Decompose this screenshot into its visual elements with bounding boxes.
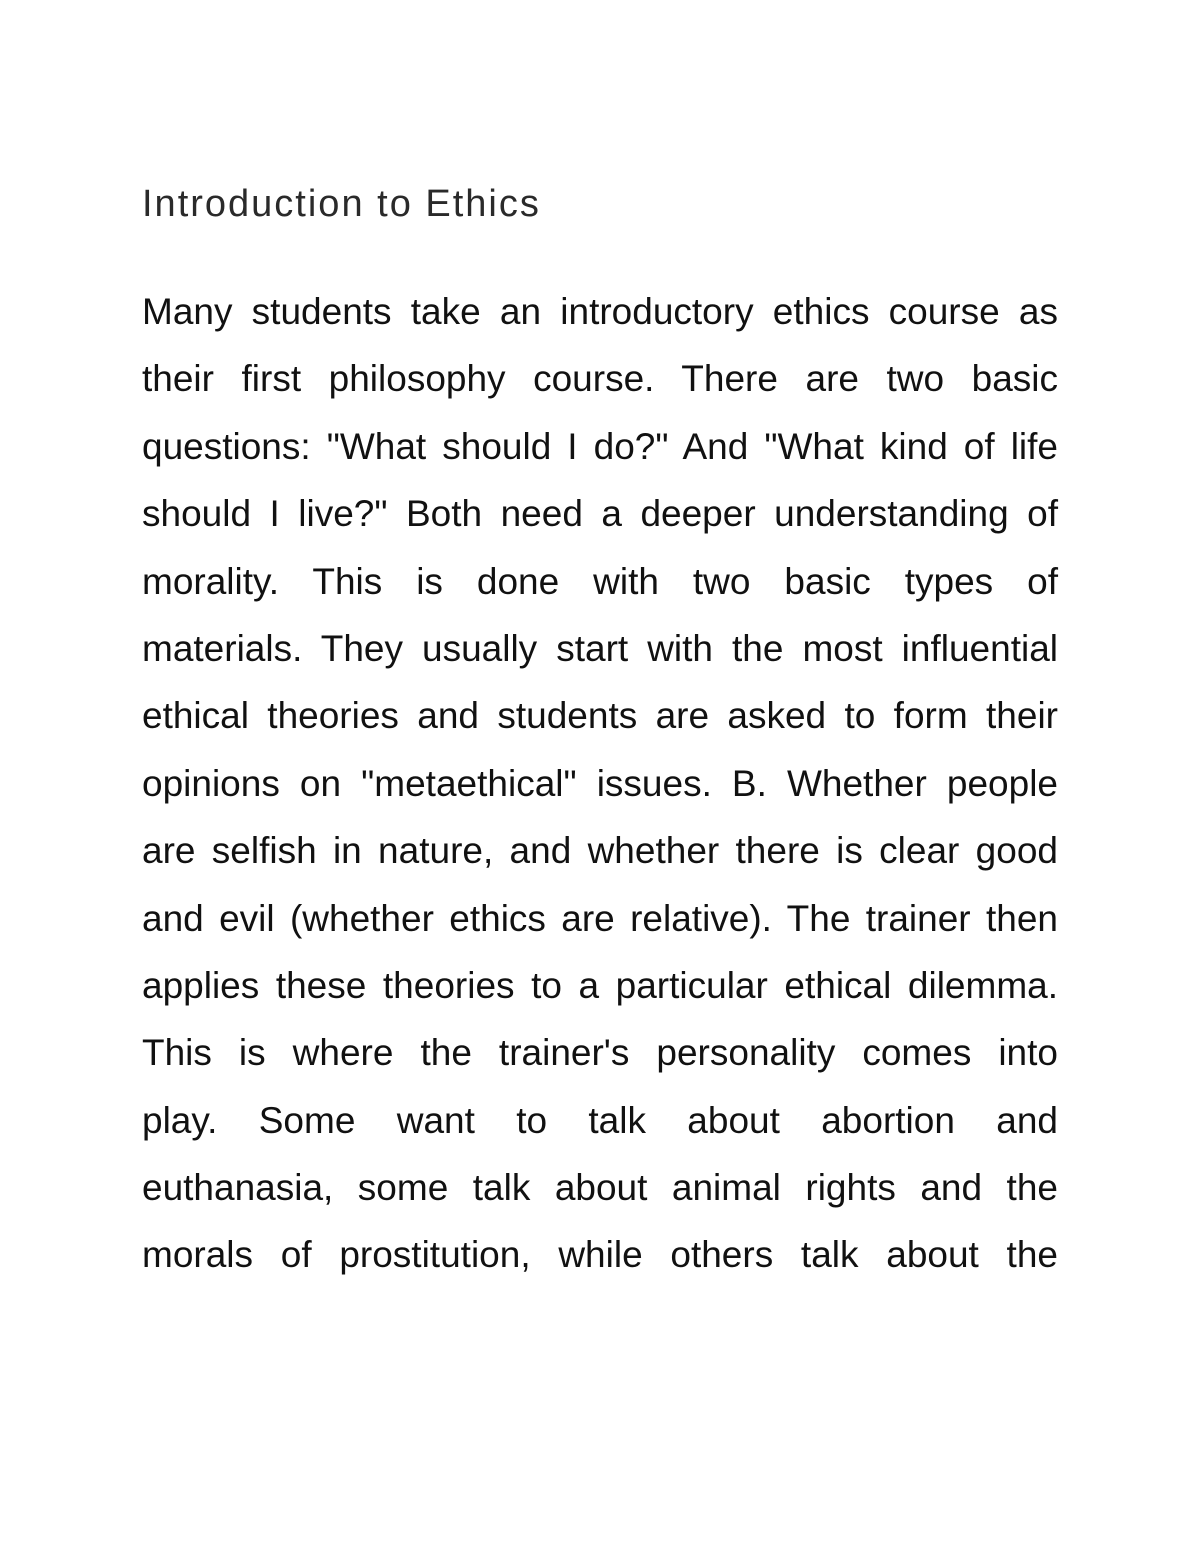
document-title: Introduction to Ethics: [142, 183, 541, 225]
paragraph-line: euthanasia, some talk about animal rights and the: [142, 1167, 1058, 1209]
paragraph-line: should I live?" Both need a deeper understanding of: [142, 493, 1058, 535]
paragraph-line: This is where the trainer's personality comes into: [142, 1032, 1058, 1074]
paragraph-line: materials. They usually start with the most influential: [142, 627, 1058, 669]
paragraph-line: and evil (whether ethics are relative). The trainer then: [142, 897, 1058, 939]
paragraph-line: morality. This is done with two basic types of: [142, 560, 1058, 602]
paragraph-line: opinions on "metaethical" issues. B. Whether people: [142, 762, 1058, 804]
paragraph-line: questions: "What should I do?" And "What kind of life: [142, 425, 1058, 467]
paragraph-line: play. Some want to talk about abortion and: [142, 1099, 1058, 1141]
paragraph-line: their first philosophy course. There are two basic: [142, 358, 1058, 400]
paragraph-line: ethical theories and students are asked to form their: [142, 695, 1058, 737]
body-paragraph: [142, 286, 1058, 1297]
paragraph-line: morals of prostitution, while others talk about the: [142, 1234, 1058, 1276]
paragraph-line: Many students take an introductory ethics course as: [142, 291, 1058, 332]
paragraph-line: applies these theories to a particular ethical dilemma.: [142, 964, 1058, 1006]
paragraph-line: are selfish in nature, and whether there is clear good: [142, 830, 1058, 872]
